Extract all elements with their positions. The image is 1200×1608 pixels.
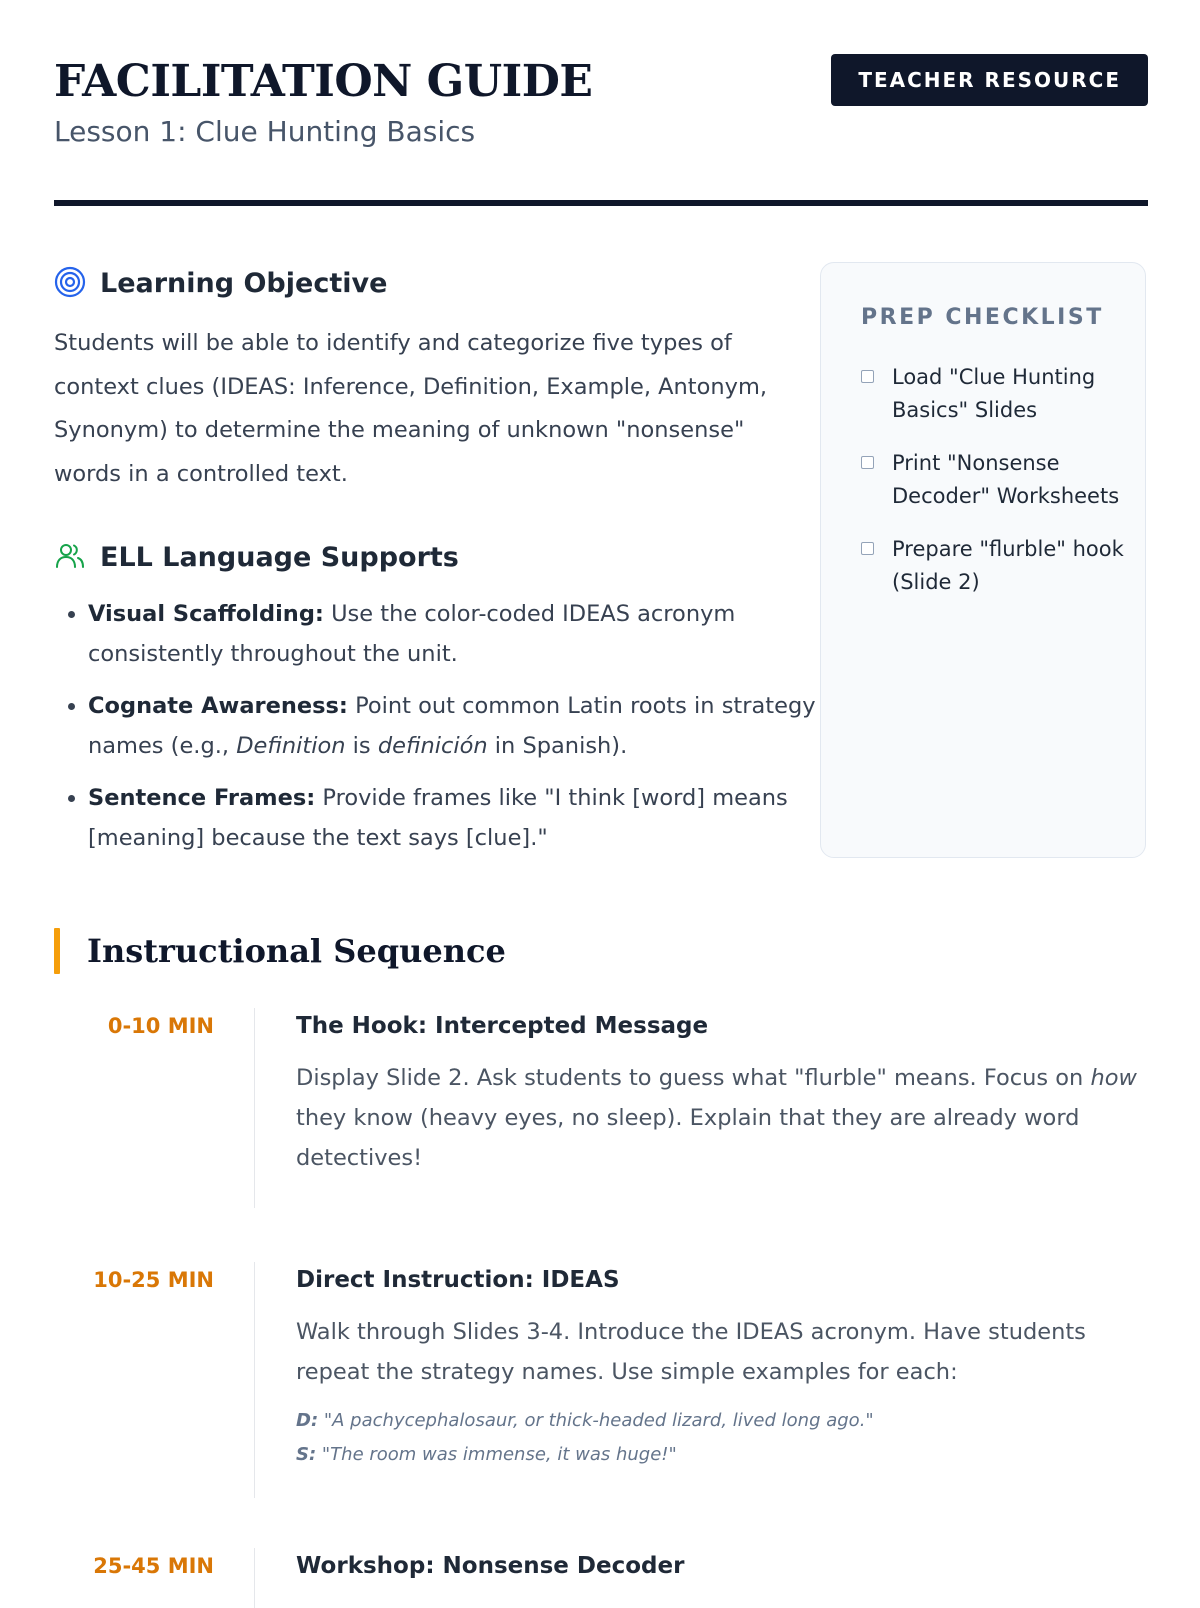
timeline-line [254, 1008, 255, 1208]
users-icon [54, 540, 86, 576]
checkbox[interactable] [861, 456, 874, 469]
step-title: Workshop: Nonsense Decoder [296, 1553, 685, 1579]
support-label: Visual Scaffolding: [88, 601, 324, 627]
step-title: Direct Instruction: IDEAS [296, 1267, 620, 1293]
document-header [54, 52, 1148, 150]
checklist-item-label: Load "Clue Hunting Basics" Slides [892, 365, 1096, 422]
checklist-item[interactable] [861, 533, 1131, 599]
target-icon [54, 266, 86, 302]
support-text: Provide frames like "I think [word] means [meaning] because the text says [clue]." [88, 785, 788, 851]
timeline-line [254, 1548, 255, 1608]
checklist-items [861, 361, 1131, 619]
checklist-item[interactable] [861, 361, 1131, 427]
lesson-subtitle: Lesson 1: Clue Hunting Basics [54, 115, 476, 148]
ell-heading [54, 538, 459, 578]
objective-title: Learning Objective [100, 268, 388, 299]
sequence-title: Instructional Sequence [87, 932, 506, 970]
emphasis-term: Definition [236, 733, 346, 759]
support-label: Cognate Awareness: [88, 693, 348, 719]
checkbox[interactable] [861, 542, 874, 555]
ell-title: ELL Language Supports [100, 542, 459, 573]
ell-supports-list [54, 594, 818, 870]
emphasis-term: definición [377, 733, 488, 759]
example-line [296, 1404, 1146, 1438]
step-body [296, 1262, 1146, 1472]
checklist-item[interactable] [861, 447, 1131, 513]
step-text: they know (heavy eyes, no sleep). Explain that they are already word detectives! [296, 1105, 1080, 1171]
support-text: in Spanish). [487, 733, 628, 759]
step-body [296, 1008, 1146, 1178]
example-label: D: [296, 1410, 319, 1431]
checklist-title: PREP CHECKLIST [861, 305, 1104, 330]
step-body [296, 1548, 1146, 1584]
teacher-resource-badge: TEACHER RESOURCE [831, 54, 1148, 106]
objective-text: Students will be able to identify and categorize five types of context clues (IDEAS: Inference, Definition, Example, Antonym, Synonym) to determine the meaning of unknown "nonsense" words in a controlled text. [54, 330, 768, 487]
example-line [296, 1438, 1146, 1472]
support-text: is [345, 733, 378, 759]
example-text: "The room was immense, it was huge!" [316, 1444, 677, 1465]
checklist-item-label: Prepare "flurble" hook (Slide 2) [892, 537, 1124, 594]
checkbox[interactable] [861, 370, 874, 383]
support-text: Use the color-coded IDEAS acronym consistently throughout the unit. [88, 601, 736, 667]
support-label: Sentence Frames: [88, 785, 316, 811]
list-item [88, 686, 818, 766]
prep-checklist-card [820, 262, 1146, 858]
step-description: Walk through Slides 3-4. Introduce the IDEAS acronym. Have students repeat the strategy names. Use simple examples for each: [296, 1319, 1086, 1385]
example-label: S: [296, 1444, 317, 1465]
header-divider [54, 200, 1148, 206]
timeline-line [254, 1262, 255, 1498]
section-accent-bar [54, 928, 60, 974]
step-time: 0-10 MIN [107, 1014, 214, 1038]
examples [296, 1404, 1146, 1472]
support-text: Point out common Latin roots in strategy names (e.g., [88, 693, 816, 759]
example-text: "A pachycephalosaur, or thick-headed lizard, lived long ago." [318, 1410, 874, 1431]
objective-heading [54, 264, 387, 304]
step-description [296, 1058, 1146, 1178]
list-item [88, 778, 818, 858]
step-time: 25-45 MIN [93, 1554, 214, 1578]
list-item [88, 594, 818, 674]
emphasis-term: how [1090, 1065, 1137, 1091]
checklist-item-label: Print "Nonsense Decoder" Worksheets [892, 451, 1120, 508]
step-title: The Hook: Intercepted Message [296, 1013, 709, 1039]
step-time: 10-25 MIN [93, 1268, 214, 1292]
step-text: Display Slide 2. Ask students to guess what "flurble" means. Focus on [296, 1065, 1091, 1091]
page-title: FACILITATION GUIDE [54, 56, 593, 107]
